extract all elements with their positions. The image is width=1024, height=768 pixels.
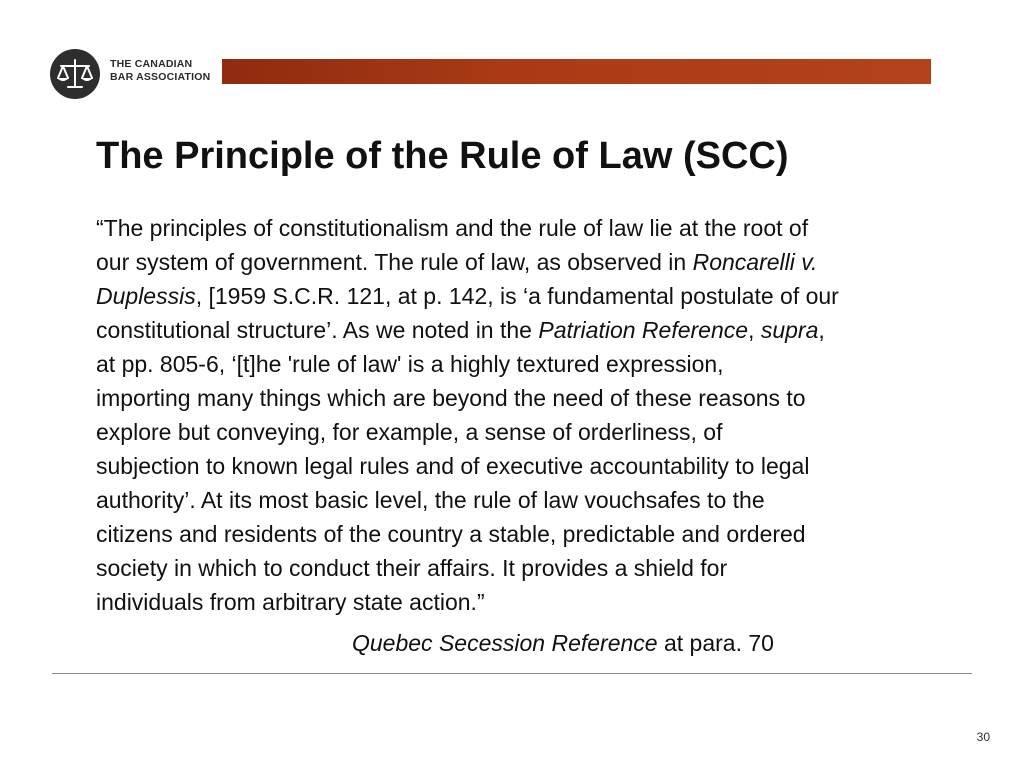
quote-text: ,	[818, 317, 825, 343]
quote-text: , [1959 S.C.R. 121, at p. 142, is ‘a fundamental postulate of our	[195, 283, 839, 309]
case-name-duplessis: Duplessis	[96, 283, 196, 309]
scales-of-justice-icon	[49, 48, 101, 100]
quote-text: ,	[748, 317, 761, 343]
slide-number: 30	[976, 730, 990, 744]
quote-line	[96, 585, 946, 619]
quote-line	[96, 551, 946, 585]
citation-case: Quebec Secession Reference	[352, 630, 658, 656]
quote-text: constitutional structure’. As we noted in the	[96, 317, 539, 343]
quote-line	[96, 211, 946, 245]
quote-text: society in which to conduct their affairs. It provides a shield for	[96, 555, 728, 581]
quote-text: authority’. At its most basic level, the rule of law vouchsafes to the	[96, 487, 765, 513]
quote-line	[96, 245, 946, 279]
quote-line	[96, 313, 946, 347]
quote-line	[96, 415, 946, 449]
quote-text: subjection to known legal rules and of executive accountability to legal	[96, 453, 810, 479]
citation	[352, 626, 774, 660]
supra-term: supra	[760, 317, 819, 343]
quote-text: citizens and residents of the country a stable, predictable and ordered	[96, 521, 806, 547]
quote-line	[96, 449, 946, 483]
quote-text: individuals from arbitrary state action.”	[96, 589, 485, 615]
quote-text: explore but conveying, for example, a sense of orderliness, of	[96, 419, 723, 445]
case-name-patriation-reference: Patriation Reference	[538, 317, 749, 343]
org-name-line2: BAR ASSOCIATION	[110, 71, 211, 83]
slide-title: The Principle of the Rule of Law (SCC)	[96, 135, 789, 177]
footer-divider	[52, 673, 972, 674]
org-name-line1: THE CANADIAN	[110, 58, 193, 70]
quote-line	[96, 381, 946, 415]
citation-pinpoint: at para. 70	[657, 630, 774, 656]
organization-name	[110, 58, 210, 84]
quote-block	[96, 211, 946, 619]
quote-line	[96, 347, 946, 381]
quote-text: our system of government. The rule of law, as observed in	[96, 249, 693, 275]
quote-text: “The principles of constitutionalism and the rule of law lie at the root of	[96, 215, 809, 241]
case-name-roncarelli: Roncarelli v.	[692, 249, 818, 275]
quote-line	[96, 517, 946, 551]
quote-line	[96, 483, 946, 517]
quote-text: importing many things which are beyond the need of these reasons to	[96, 385, 806, 411]
cba-logo	[49, 48, 101, 100]
quote-line	[96, 279, 946, 313]
quote-text: at pp. 805-6, ‘[t]he 'rule of law' is a highly textured expression,	[96, 351, 724, 377]
header-banner	[222, 59, 931, 84]
